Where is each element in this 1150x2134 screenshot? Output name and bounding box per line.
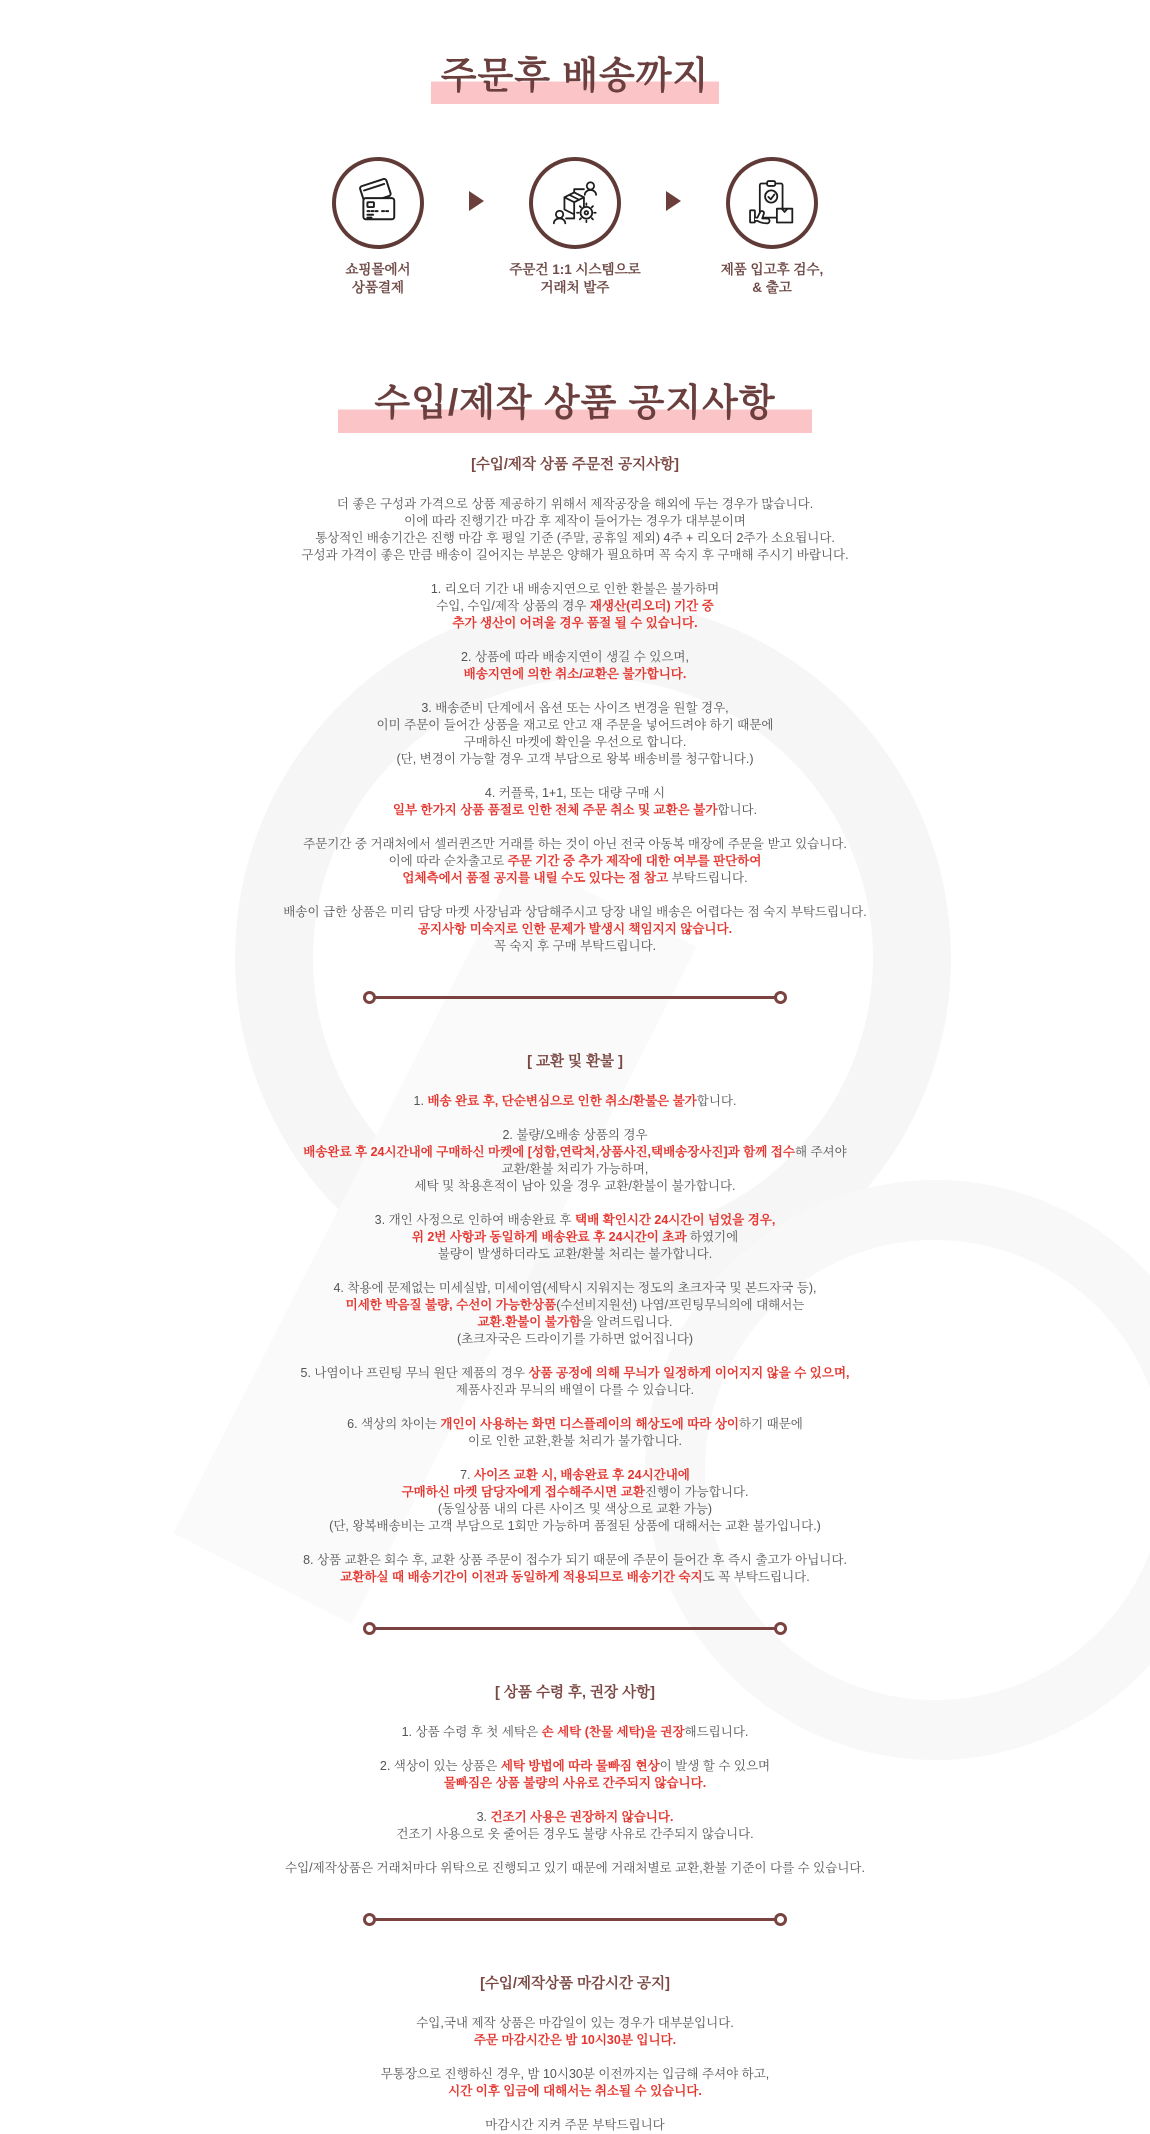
title-highlight: 수입/제작 상품 공지사항 <box>338 382 811 433</box>
care-item-3: 3. 건조기 사용은 권장하지 않습니다. 건조기 사용으로 옷 줄어든 경우도 불량 사유로 간주되지 않습니다. <box>396 1810 754 1842</box>
preorder-item-3: 3. 배송준비 단계에서 옵션 또는 사이즈 변경을 원할 경우, 이미 주문이 들어간 상품을 재고로 안고 재 주문을 넣어드려야 하기 때문에 구매하신 마켓에 확인을 우선으로 합니다. (단, 변경이 가능할 경우 고객 부담으로 왕복 배송비를 청구합니다.) <box>376 701 774 767</box>
deadline-paragraph-2: 무통장으로 진행하신 경우, 밤 10시30분 이전까지는 입금해 주셔야 하고, 시간 이후 입금에 대해서는 취소될 수 있습니다. <box>380 2067 770 2099</box>
step-caption: 주문건 1:1 시스템으로 거래처 발주 <box>509 261 641 295</box>
divider-rule <box>374 996 776 999</box>
order-process-flow <box>225 157 925 297</box>
preorder-item-1: 1. 리오더 기간 내 배송지연으로 인한 환불은 불가하며 수입, 수입/제작 상품의 경우 재생산(리오더) 기간 중 추가 생산이 어려울 경우 품절 될 수 있습니다. <box>430 582 720 631</box>
order-system-icon <box>549 177 601 229</box>
section-heading: [ 교환 및 환불 ] <box>527 1054 623 1071</box>
shipping-notice-page <box>225 0 925 2133</box>
exchange-item-7: 7. 사이즈 교환 시, 배송완료 후 24시간내에 구매하신 마켓 담당자에게 접수해주시면 교환진행이 가능합니다. (동일상품 내의 다른 사이즈 및 색상으로 교환 가능) (단, 왕복배송비는 고객 부담으로 1회만 가능하며 품절된 상품에 대해서는 교환 불가입니다.) <box>329 1468 821 1534</box>
section-divider <box>363 1622 787 1635</box>
care-item-2: 2. 색상이 있는 상품은 세탁 방법에 따라 물빠짐 현상이 발생 할 수 있으며 물빠짐은 상품 불량의 사유로 간주되지 않습니다. <box>379 1759 771 1791</box>
step-circle <box>332 157 424 249</box>
care-closing: 수입/제작상품은 거래처마다 위탁으로 진행되고 있기 때문에 거래처별로 교환,환불 기준이 다를 수 있습니다. <box>285 1861 865 1876</box>
exchange-item-6: 6. 색상의 차이는 개인이 사용하는 화면 디스플레이의 해상도에 따라 상이하기 때문에 이로 인한 교환,환불 처리가 불가합니다. <box>347 1417 803 1449</box>
divider-rule <box>374 1918 776 1921</box>
exchange-item-4: 4. 착용에 문제없는 미세실밥, 미세이염(세탁시 지워지는 정도의 초크자국 및 본드자국 등), 미세한 박음질 불량, 수선이 가능한상품(수선비지원선) 나염/프린팅무늬의에 대해서는 교환.환불이 불가함을 알려드립니다. (초크자국은 드라이기를 가하면 없어집니다) <box>333 1281 817 1347</box>
step-caption: 쇼핑몰에서 상품결제 <box>345 261 411 295</box>
title-highlight: 주문후 배송까지 <box>431 55 719 104</box>
import-product-notice-title <box>225 383 925 424</box>
section-heading: [ 상품 수령 후, 권장 사항] <box>495 1685 655 1702</box>
divider-dot <box>774 1913 787 1926</box>
section-heading: [수입/제작상품 마감시간 공지] <box>480 1976 670 1993</box>
section-heading: [수입/제작 상품 주문전 공지사항] <box>471 457 679 474</box>
preorder-closing-2: 배송이 급한 상품은 미리 담당 마켓 사장님과 상담해주시고 당장 내일 배송은 어렵다는 점 숙지 부탁드립니다. 공지사항 미숙지로 인한 문제가 발생시 책임지지 않습니다. 꼭 숙지 후 구매 부탁드립니다. <box>283 905 867 954</box>
section-order-deadline <box>225 1972 925 2134</box>
preorder-item-2: 2. 상품에 따라 배송지연이 생길 수 있으며, 배송지연에 의한 취소/교환은 불가합니다. <box>461 650 689 682</box>
section-exchange-refund <box>225 1050 925 1586</box>
credit-card-payment-icon <box>352 177 404 229</box>
exchange-item-5: 5. 나염이나 프린팅 무늬 원단 제품의 경우 상품 공정에 의해 무늬가 일정하게 이어지지 않을 수 있으며, 제품사진과 무늬의 배열이 다를 수 있습니다. <box>300 1366 850 1398</box>
process-step-inspection-shipping <box>683 157 861 297</box>
inspection-shipping-icon <box>746 177 798 229</box>
divider-rule <box>374 1627 776 1630</box>
exchange-item-3: 3. 개인 사정으로 인하여 배송완료 후 택배 확인시간 24시간이 넘었을 경우, 위 2번 사항과 동일하게 배송완료 후 24시간이 초과 하였기에 불량이 발생하더라도 교환/환불 처리는 불가합니다. <box>374 1213 776 1262</box>
preorder-closing-1: 주문기간 중 거래처에서 셀러퀸즈만 거래를 하는 것이 아닌 전국 아동복 매장에 주문을 받고 있습니다. 이에 따라 순차출고로 주문 기간 중 추가 제작에 대한 여부를 판단하여 업체측에서 품절 공지를 내릴 수도 있다는 점 참고 부탁드립니다. <box>303 837 847 886</box>
section-divider <box>363 1913 787 1926</box>
process-step-payment <box>289 157 467 297</box>
step-caption: 제품 입고후 검수, & 출고 <box>720 261 824 295</box>
step-circle <box>726 157 818 249</box>
process-step-order-system <box>486 157 664 297</box>
section-care-recommendation <box>225 1681 925 1877</box>
deadline-paragraph-1: 수입,국내 제작 상품은 마감일이 있는 경우가 대부분입니다. 주문 마감시간은 밤 10시30분 입니다. <box>416 2016 734 2048</box>
divider-dot <box>774 991 787 1004</box>
preorder-item-4: 4. 커플룩, 1+1, 또는 대량 구매 시 일부 한가지 상품 품절로 인한 전체 주문 취소 및 교환은 불가합니다. <box>392 786 758 818</box>
section-divider <box>363 991 787 1004</box>
deadline-footer: 마감시간 지켜 주문 부탁드립니다 <box>485 2118 665 2133</box>
notice-body <box>225 453 925 2134</box>
exchange-item-8: 8. 상품 교환은 회수 후, 교환 상품 주문이 접수가 되기 때문에 주문이 들어간 후 즉시 출고가 아닙니다. 교환하실 때 배송기간이 이전과 동일하게 적용되므로 배송기간 숙지도 꼭 부탁드립니다. <box>303 1553 847 1585</box>
exchange-item-2: 2. 불량/오배송 상품의 경우 배송완료 후 24시간내에 구매하신 마켓에 [성함,연락처,상품사진,택배송장사진]과 함께 접수해 주셔야 교환/환불 처리가 가능하며, 세탁 및 착용흔적이 남아 있을 경우 교환/환불이 불가합니다. <box>303 1128 847 1194</box>
order-to-delivery-title <box>225 56 925 97</box>
step-circle <box>529 157 621 249</box>
arrow-right-icon <box>666 191 681 211</box>
divider-dot <box>774 1622 787 1635</box>
arrow-right-icon <box>469 191 484 211</box>
care-item-1: 1. 상품 수령 후 첫 세탁은 손 세탁 (찬물 세탁)을 권장해드립니다. <box>401 1725 749 1740</box>
exchange-item-1: 1. 배송 완료 후, 단순변심으로 인한 취소/환불은 불가합니다. <box>413 1094 737 1109</box>
section-preorder-notice <box>225 453 925 955</box>
preorder-intro: 더 좋은 구성과 가격으로 상품 제공하기 위해서 제작공장을 해외에 두는 경우가 많습니다. 이에 따라 진행기간 마감 후 제작이 들어가는 경우가 대부분이며 통상적인 배송기간은 진행 마감 후 평일 기준 (주말, 공휴일 제외) 4주 + 리오더 2주가 소요됩니다. 구성과 가격이 좋은 만큼 배송이 길어지는 부분은 양해가 필요하며 꼭 숙지 후 구매해 주시기 바랍니다. <box>301 497 849 563</box>
